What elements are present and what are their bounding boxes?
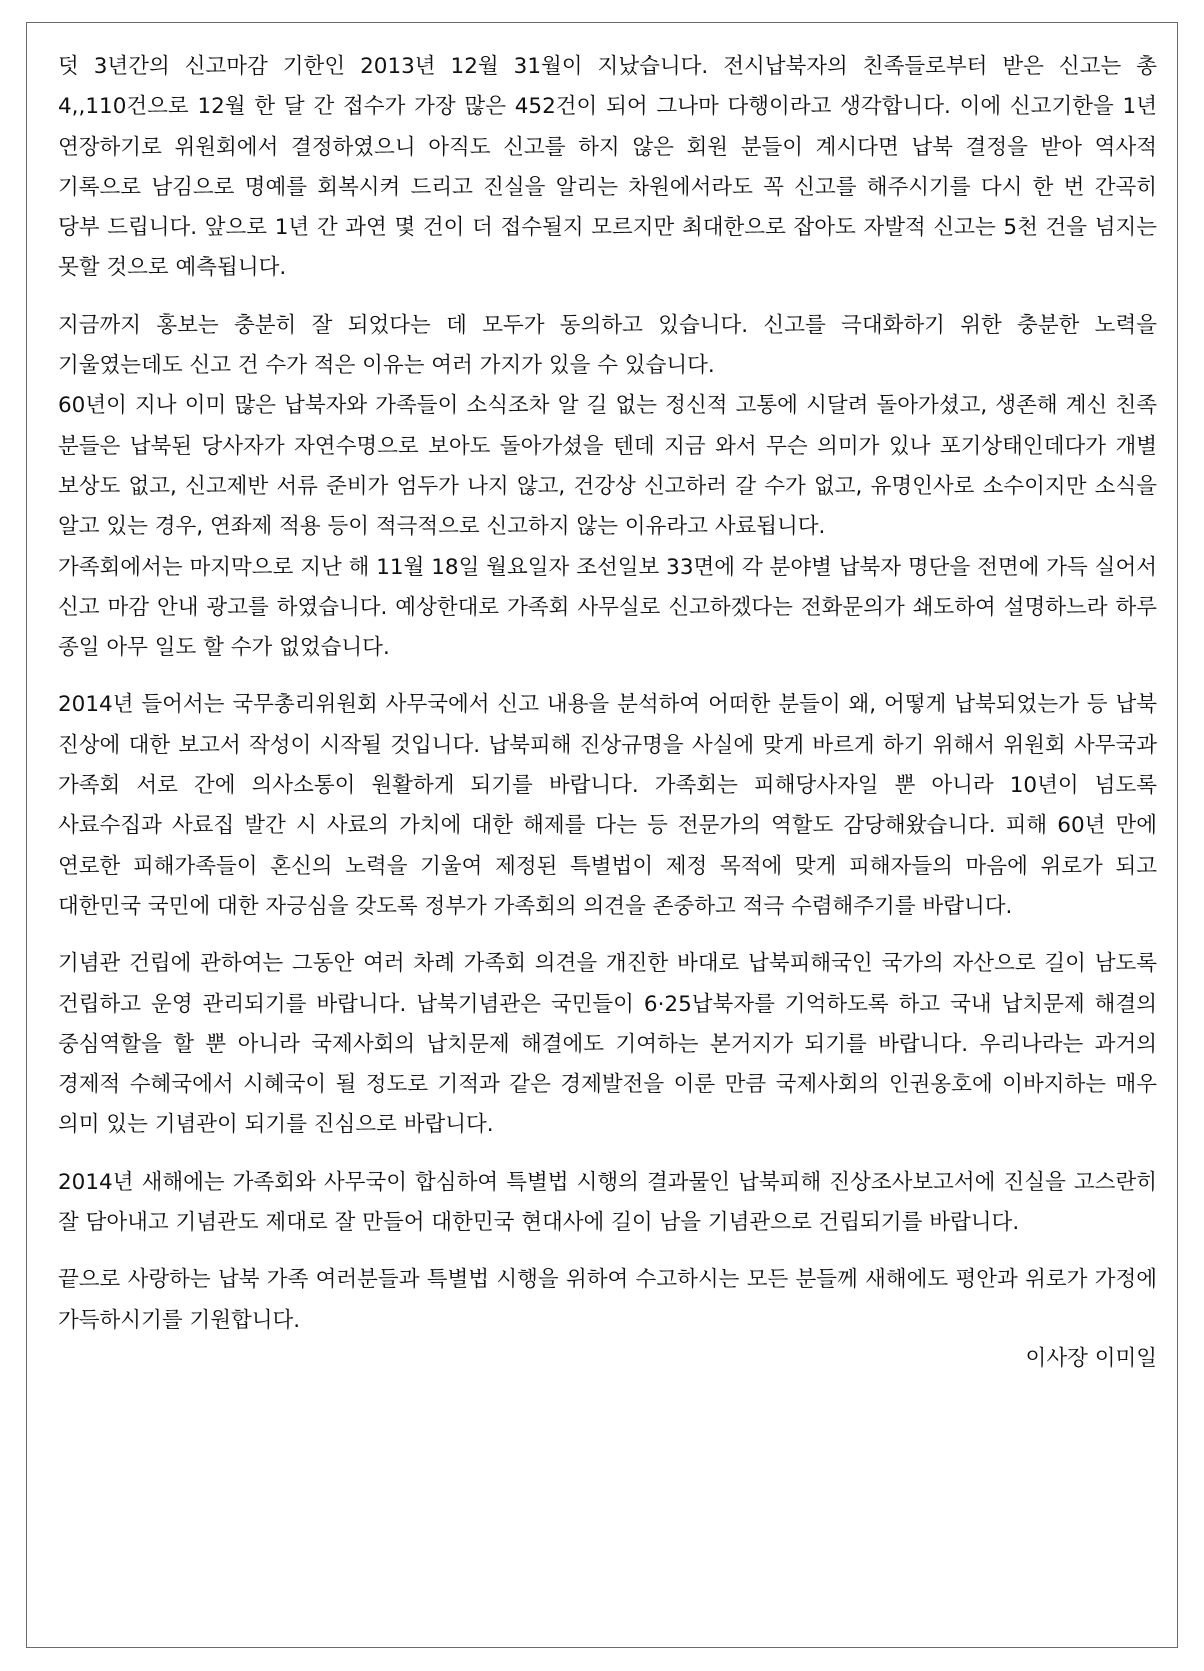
paragraph-promotion: 지금까지 홍보는 충분히 잘 되었다는 데 모두가 동의하고 있습니다. 신고를 극대화하기 위한 충분한 노력을 기울였는데도 신고 건 수가 적은 이유는 여러 가지가 있을 수 있습니다. [58,312,1157,379]
letter-body [58,47,1157,1379]
paragraph-memorial-hall: 기념관 건립에 관하여는 그동안 여러 차례 가족회 의견을 개진한 바대로 납북피해국인 국가의 자산으로 길이 남도록 건립하고 운영 관리되기를 바랍니다. 납북기념관은 국민들이 6·25납북자를 기억하도록 하고 국내 납치문제 해결의 중심역할을 할 뿐 아니라 국제사회의 납치문제 해결에도 기여하는 본거지가 되기를 바랍니다. 우리나라는 과거의 경제적 수혜국에서 시혜국이 될 정도로 기적과 같은 경제발전을 이룬 만큼 국제사회의 인권옹호에 이바지하는 매우 의미 있는 기념관이 되기를 진심으로 바랍니다. [58,951,1157,1138]
paragraph-newspaper-ad: 가족회에서는 마지막으로 지난 해 11월 18일 월요일자 조선일보 33면에 각 분야별 납북자 명단을 전면에 가득 실어서 신고 마감 안내 광고를 하였습니다. 예상한대로 가족회 사무실로 신고하겠다는 전화문의가 쇄도하여 설명하느라 하루 종일 아무 일도 할 수가 없었습니다. [58,554,1157,661]
signature: 이사장 이미일 [1025,1345,1157,1371]
paragraph-report-deadline: 덧 3년간의 신고마감 기한인 2013년 12월 31월이 지났습니다. 전시납북자의 친족들로부터 받은 신고는 총 4,,110건으로 12월 한 달 간 접수가 가장 많은 452건이 되어 그나마 다행이라고 생각합니다. 이에 신고기한을 1년 연장하기로 위원회에서 결정하였으니 아직도 신고를 하지 않은 회원 분들이 계시다면 납북 결정을 받아 역사적 기록으로 남김으로 명예를 회복시켜 드리고 진실을 알리는 차원에서라도 꼭 신고를 해주시기를 다시 한 번 간곡히 당부 드립니다. 앞으로 1년 간 과연 몇 건이 더 접수될지 모르지만 최대한으로 잡아도 자발적 신고는 5천 건을 넘지는 못할 것으로 예측됩니다. [58,54,1157,281]
paragraph-2014-report: 2014년 들어서는 국무총리위원회 사무국에서 신고 내용을 분석하여 어떠한 분들이 왜, 어떻게 납북되었는가 등 납북 진상에 대한 보고서 작성이 시작될 것입니다. 납북피해 진상규명을 사실에 맞게 바르게 하기 위해서 위원회 사무국과 가족회 서로 간에 의사소통이 원활하게 되기를 바랍니다. 가족회는 피해당사자일 뿐 아니라 10년이 넘도록 사료수집과 사료집 발간 시 사료의 가치에 대한 해제를 다는 등 전문가의 역할도 감당해왔습니다. 피해 60년 만에 연로한 피해가족들이 혼신의 노력을 기울여 제정된 특별법이 제정 목적에 맞게 피해자들의 마음에 위로가 되고 대한민국 국민에 대한 자긍심을 갖도록 정부가 가족회의 의견을 존중하고 적극 수렴해주기를 바랍니다. [58,692,1157,919]
paragraph-new-year-wish: 2014년 새해에는 가족회와 사무국이 합심하여 특별법 시행의 결과물인 납북피해 진상조사보고서에 진실을 고스란히 잘 담아내고 기념관도 제대로 잘 만들어 대한민국 현대사에 길이 남을 기념관으로 건립되기를 바랍니다. [58,1169,1157,1236]
paragraph-low-report-reasons: 60년이 지나 이미 많은 납북자와 가족들이 소식조차 알 길 없는 정신적 고통에 시달려 돌아가셨고, 생존해 계신 친족 분들은 납북된 당사자가 자연수명으로 보아도 돌아가셨을 텐데 지금 와서 무슨 의미가 있나 포기상태인데다가 개별 보상도 없고, 신고제반 서류 준비가 엄두가 나지 않고, 건강상 신고하러 갈 수가 없고, 유명인사로 소수이지만 소식을 알고 있는 경우, 연좌제 적용 등이 적극적으로 신고하지 않는 이유라고 사료됩니다. [58,393,1157,540]
paragraph-closing: 끝으로 사랑하는 납북 가족 여러분들과 특별법 시행을 위하여 수고하시는 모든 분들께 새해에도 평안과 위로가 가정에 가득하시기를 기원합니다. [58,1267,1157,1333]
